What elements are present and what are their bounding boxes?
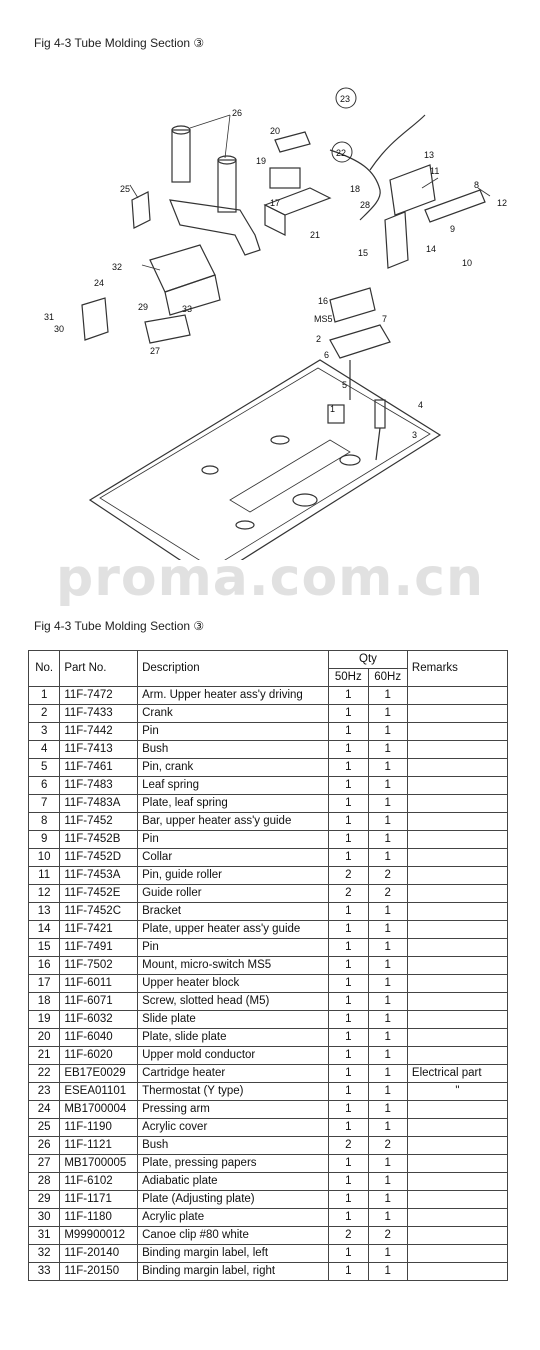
cell-qty-50hz: 1 [329,1191,368,1209]
cell-qty-60hz: 1 [368,831,407,849]
diagram-svg [30,60,510,560]
cell-remarks [407,1173,507,1191]
cell-part-no: 11F-1190 [60,1119,138,1137]
cell-qty-60hz: 1 [368,939,407,957]
cell-no: 4 [29,741,60,759]
cell-qty-50hz: 1 [329,1065,368,1083]
cell-no: 8 [29,813,60,831]
cell-qty-50hz: 1 [329,795,368,813]
cell-qty-60hz: 1 [368,1065,407,1083]
cell-no: 11 [29,867,60,885]
acrylic-plate [82,298,108,340]
table-row [29,1209,508,1227]
cell-description: Pin [138,723,329,741]
table-row [29,1155,508,1173]
cell-description: Pin [138,831,329,849]
cell-qty-50hz: 1 [329,813,368,831]
cell-remarks [407,1155,507,1173]
table-row [29,705,508,723]
cell-remarks [407,759,507,777]
cell-part-no: 11F-7452B [60,831,138,849]
callout-3: 3 [412,430,418,440]
cell-no: 17 [29,975,60,993]
callout-28: 28 [360,200,371,210]
cell-part-no: 11F-7442 [60,723,138,741]
callout-22: 22 [336,148,347,158]
cell-description: Cartridge heater [138,1065,329,1083]
cell-remarks [407,741,507,759]
cell-qty-50hz: 2 [329,867,368,885]
cell-qty-60hz: 1 [368,1029,407,1047]
cell-qty-60hz: 1 [368,1083,407,1101]
cell-qty-50hz: 1 [329,1155,368,1173]
header-remarks: Remarks [407,651,507,687]
cell-qty-50hz: 1 [329,975,368,993]
header-description: Description [138,651,329,687]
cell-description: Adiabatic plate [138,1173,329,1191]
cell-part-no: 11F-1180 [60,1209,138,1227]
cell-description: Binding margin label, left [138,1245,329,1263]
table-row [29,1065,508,1083]
callout-9: 9 [450,224,456,234]
cell-qty-50hz: 1 [329,1029,368,1047]
cell-no: 12 [29,885,60,903]
callout-27: 27 [150,346,161,356]
cell-qty-60hz: 2 [368,1137,407,1155]
cell-description: Plate, upper heater ass'y guide [138,921,329,939]
header-60hz: 60Hz [368,669,407,687]
table-row [29,1137,508,1155]
cell-no: 31 [29,1227,60,1245]
parts-table-body [29,687,508,1281]
cell-part-no: M99900012 [60,1227,138,1245]
cell-description: Bush [138,741,329,759]
cell-part-no: 11F-6020 [60,1047,138,1065]
callout-6: 6 [324,350,330,360]
cell-part-no: 11F-7452E [60,885,138,903]
cell-part-no: 11F-6032 [60,1011,138,1029]
cell-part-no: 11F-7433 [60,705,138,723]
header-no: No. [29,651,60,687]
cell-qty-60hz: 1 [368,723,407,741]
table-row [29,975,508,993]
cell-qty-60hz: 1 [368,849,407,867]
cell-qty-60hz: 1 [368,777,407,795]
acrylic-cover [132,192,150,228]
table-row [29,759,508,777]
callout-18: 18 [350,184,361,194]
cell-part-no: 11F-7483A [60,795,138,813]
cell-description: Collar [138,849,329,867]
cell-qty-50hz: 1 [329,1173,368,1191]
table-row [29,777,508,795]
cell-part-no: 11F-6102 [60,1173,138,1191]
table-row [29,957,508,975]
bush-left [172,130,190,182]
callout-33: 33 [182,304,193,314]
cell-qty-50hz: 2 [329,1227,368,1245]
cell-no: 3 [29,723,60,741]
cell-description: Crank [138,705,329,723]
cell-description: Bar, upper heater ass'y guide [138,813,329,831]
figure-title-top: Fig 4-3 Tube Molding Section ③ [34,36,205,50]
cell-remarks [407,1245,507,1263]
cell-part-no: 11F-1171 [60,1191,138,1209]
crank [330,325,390,358]
cell-qty-50hz: 1 [329,957,368,975]
cell-part-no: 11F-1121 [60,1137,138,1155]
cell-no: 27 [29,1155,60,1173]
cell-qty-50hz: 1 [329,1047,368,1065]
callout-19: 19 [256,156,267,166]
cell-no: 21 [29,1047,60,1065]
callout-25: 25 [120,184,131,194]
cell-description: Binding margin label, right [138,1263,329,1281]
table-row [29,1173,508,1191]
cell-qty-60hz: 1 [368,903,407,921]
table-row [29,831,508,849]
cell-remarks [407,1263,507,1281]
cell-qty-50hz: 1 [329,993,368,1011]
cell-remarks: " [407,1083,507,1101]
cell-qty-50hz: 1 [329,759,368,777]
table-row [29,795,508,813]
cell-remarks [407,1119,507,1137]
header-50hz: 50Hz [329,669,368,687]
cell-description: Pin [138,939,329,957]
cell-qty-60hz: 1 [368,1155,407,1173]
cell-remarks [407,921,507,939]
cell-no: 10 [29,849,60,867]
table-row [29,723,508,741]
cell-remarks [407,867,507,885]
cell-qty-60hz: 2 [368,885,407,903]
cell-description: Pin, guide roller [138,867,329,885]
cell-no: 29 [29,1191,60,1209]
cell-no: 30 [29,1209,60,1227]
micro-switch-mount [330,288,375,322]
cell-part-no: 11F-7453A [60,867,138,885]
cell-qty-60hz: 2 [368,1227,407,1245]
table-row [29,921,508,939]
cell-no: 14 [29,921,60,939]
cell-qty-60hz: 1 [368,1101,407,1119]
cell-part-no: 11F-7421 [60,921,138,939]
table-row [29,903,508,921]
cell-remarks [407,975,507,993]
cell-qty-50hz: 1 [329,939,368,957]
cell-part-no: 11F-7472 [60,687,138,705]
cell-qty-60hz: 1 [368,1011,407,1029]
callout-13: 13 [424,150,435,160]
cell-qty-60hz: 1 [368,1263,407,1281]
callout-5: 5 [342,380,348,390]
pressing-papers [145,315,190,343]
cell-no: 24 [29,1101,60,1119]
cell-part-no: 11F-7483 [60,777,138,795]
table-row [29,867,508,885]
table-row [29,1011,508,1029]
table-row [29,1263,508,1281]
cell-part-no: 11F-20140 [60,1245,138,1263]
cell-qty-50hz: 1 [329,903,368,921]
cell-qty-60hz: 1 [368,1047,407,1065]
header-qty: Qty [329,651,408,669]
cell-description: Guide roller [138,885,329,903]
cell-part-no: 11F-7452C [60,903,138,921]
cell-description: Upper heater block [138,975,329,993]
cell-description: Upper mold conductor [138,1047,329,1065]
cell-description: Plate (Adjusting plate) [138,1191,329,1209]
cell-description: Mount, micro-switch MS5 [138,957,329,975]
table-row [29,1191,508,1209]
cell-description: Pin, crank [138,759,329,777]
callout-10: 10 [462,258,473,268]
cell-no: 20 [29,1029,60,1047]
cell-remarks [407,849,507,867]
table-row [29,849,508,867]
table-row [29,813,508,831]
cell-qty-50hz: 1 [329,1263,368,1281]
table-row [29,1101,508,1119]
cell-qty-60hz: 1 [368,705,407,723]
cell-qty-50hz: 2 [329,885,368,903]
cell-no: 28 [29,1173,60,1191]
cell-no: 15 [29,939,60,957]
watermark-text: proma.com.cn [56,548,484,608]
table-header-row [29,651,508,669]
cell-description: Plate, leaf spring [138,795,329,813]
callout-16: 16 [318,296,329,306]
cell-description: Bracket [138,903,329,921]
cell-part-no: 11F-20150 [60,1263,138,1281]
cell-part-no: ESEA01101 [60,1083,138,1101]
cell-remarks [407,1227,507,1245]
callout-32: 32 [112,262,123,272]
cell-qty-60hz: 1 [368,741,407,759]
cell-qty-60hz: 1 [368,759,407,777]
cell-remarks [407,1029,507,1047]
cell-no: 19 [29,1011,60,1029]
pressing-arm [170,200,260,255]
cell-remarks [407,1011,507,1029]
callout-11: 11 [430,166,440,176]
cell-qty-50hz: 1 [329,831,368,849]
cell-qty-50hz: 1 [329,723,368,741]
cell-no: 1 [29,687,60,705]
bush-right [218,160,236,212]
cell-no: 33 [29,1263,60,1281]
figure-title-table: Fig 4-3 Tube Molding Section ③ [34,619,205,633]
cell-qty-50hz: 1 [329,1209,368,1227]
cell-qty-50hz: 1 [329,1011,368,1029]
cell-part-no: 11F-7452 [60,813,138,831]
callout-20: 20 [270,126,281,136]
cell-description: Slide plate [138,1011,329,1029]
cell-qty-60hz: 1 [368,921,407,939]
cell-qty-60hz: 2 [368,867,407,885]
cell-remarks [407,939,507,957]
cell-remarks [407,903,507,921]
callout-29: 29 [138,302,149,312]
table-row [29,939,508,957]
cell-description: Thermostat (Y type) [138,1083,329,1101]
callout-21: 21 [310,230,321,240]
table-row [29,1083,508,1101]
cell-part-no: 11F-6011 [60,975,138,993]
cell-description: Canoe clip #80 white [138,1227,329,1245]
cell-qty-50hz: 1 [329,1119,368,1137]
cell-no: 2 [29,705,60,723]
table-row [29,687,508,705]
callout-12: 12 [497,198,508,208]
cell-remarks [407,1191,507,1209]
callout-17: 17 [270,198,281,208]
cell-qty-60hz: 1 [368,1245,407,1263]
cell-description: Acrylic cover [138,1119,329,1137]
cell-remarks [407,993,507,1011]
cell-qty-60hz: 1 [368,993,407,1011]
cell-remarks [407,885,507,903]
cell-no: 22 [29,1065,60,1083]
cell-qty-50hz: 1 [329,1245,368,1263]
cell-remarks [407,813,507,831]
cell-qty-60hz: 1 [368,957,407,975]
callout-26: 26 [232,108,243,118]
table-row [29,741,508,759]
cell-description: Leaf spring [138,777,329,795]
callout-ms5: MS5 [314,314,333,324]
cell-qty-50hz: 1 [329,687,368,705]
cell-qty-50hz: 1 [329,741,368,759]
cell-remarks [407,957,507,975]
cell-remarks [407,1209,507,1227]
header-part-no: Part No. [60,651,138,687]
callout-15: 15 [358,248,369,258]
callout-23: 23 [340,94,351,104]
callout-4: 4 [418,400,424,410]
cell-part-no: 11F-6071 [60,993,138,1011]
cell-description: Bush [138,1137,329,1155]
cell-description: Plate, slide plate [138,1029,329,1047]
cell-description: Acrylic plate [138,1209,329,1227]
cell-no: 16 [29,957,60,975]
diagram-linework [82,115,490,560]
cell-description: Pressing arm [138,1101,329,1119]
cell-remarks [407,723,507,741]
cell-no: 13 [29,903,60,921]
callout-24: 24 [94,278,105,288]
cell-remarks [407,1101,507,1119]
cell-remarks [407,795,507,813]
cell-qty-60hz: 1 [368,1209,407,1227]
cell-no: 18 [29,993,60,1011]
callout-8: 8 [474,180,480,190]
cell-qty-50hz: 1 [329,849,368,867]
callout-30: 30 [54,324,65,334]
cell-qty-60hz: 1 [368,1191,407,1209]
callout-14: 14 [426,244,437,254]
table-row [29,1047,508,1065]
cell-no: 5 [29,759,60,777]
cell-qty-60hz: 1 [368,687,407,705]
cell-description: Plate, pressing papers [138,1155,329,1173]
cell-qty-50hz: 1 [329,705,368,723]
cell-no: 32 [29,1245,60,1263]
callout-7: 7 [382,314,388,324]
cell-no: 6 [29,777,60,795]
cell-remarks [407,1047,507,1065]
table-row [29,1029,508,1047]
cell-qty-60hz: 1 [368,1173,407,1191]
cell-qty-60hz: 1 [368,795,407,813]
cell-part-no: 11F-7491 [60,939,138,957]
cell-part-no: 11F-7502 [60,957,138,975]
table-row [29,993,508,1011]
cell-qty-60hz: 1 [368,975,407,993]
cell-remarks [407,777,507,795]
callout-2: 2 [316,334,322,344]
cell-remarks [407,1137,507,1155]
table-row [29,1119,508,1137]
cell-part-no: MB1700005 [60,1155,138,1173]
cell-remarks: Electrical part [407,1065,507,1083]
callout-31: 31 [44,312,55,322]
callout-1: 1 [330,404,336,414]
cell-remarks [407,831,507,849]
cell-no: 9 [29,831,60,849]
cell-qty-60hz: 1 [368,1119,407,1137]
cell-description: Arm. Upper heater ass'y driving [138,687,329,705]
cell-qty-50hz: 1 [329,1101,368,1119]
cell-no: 23 [29,1083,60,1101]
cell-part-no: EB17E0029 [60,1065,138,1083]
cell-qty-60hz: 1 [368,813,407,831]
cell-no: 25 [29,1119,60,1137]
cell-remarks [407,705,507,723]
cell-part-no: 11F-7452D [60,849,138,867]
cell-part-no: 11F-6040 [60,1029,138,1047]
parts-table [28,650,508,1281]
cell-description: Screw, slotted head (M5) [138,993,329,1011]
cell-no: 26 [29,1137,60,1155]
table-row [29,885,508,903]
cell-remarks [407,687,507,705]
cell-qty-50hz: 1 [329,1083,368,1101]
table-row [29,1227,508,1245]
cell-part-no: MB1700004 [60,1101,138,1119]
cell-qty-50hz: 1 [329,921,368,939]
exploded-parts-diagram [30,60,510,560]
cell-part-no: 11F-7461 [60,759,138,777]
cell-qty-50hz: 2 [329,1137,368,1155]
cell-no: 7 [29,795,60,813]
table-row [29,1245,508,1263]
cell-qty-50hz: 1 [329,777,368,795]
cell-part-no: 11F-7413 [60,741,138,759]
callout-labels [44,94,507,440]
bracket [390,165,435,215]
